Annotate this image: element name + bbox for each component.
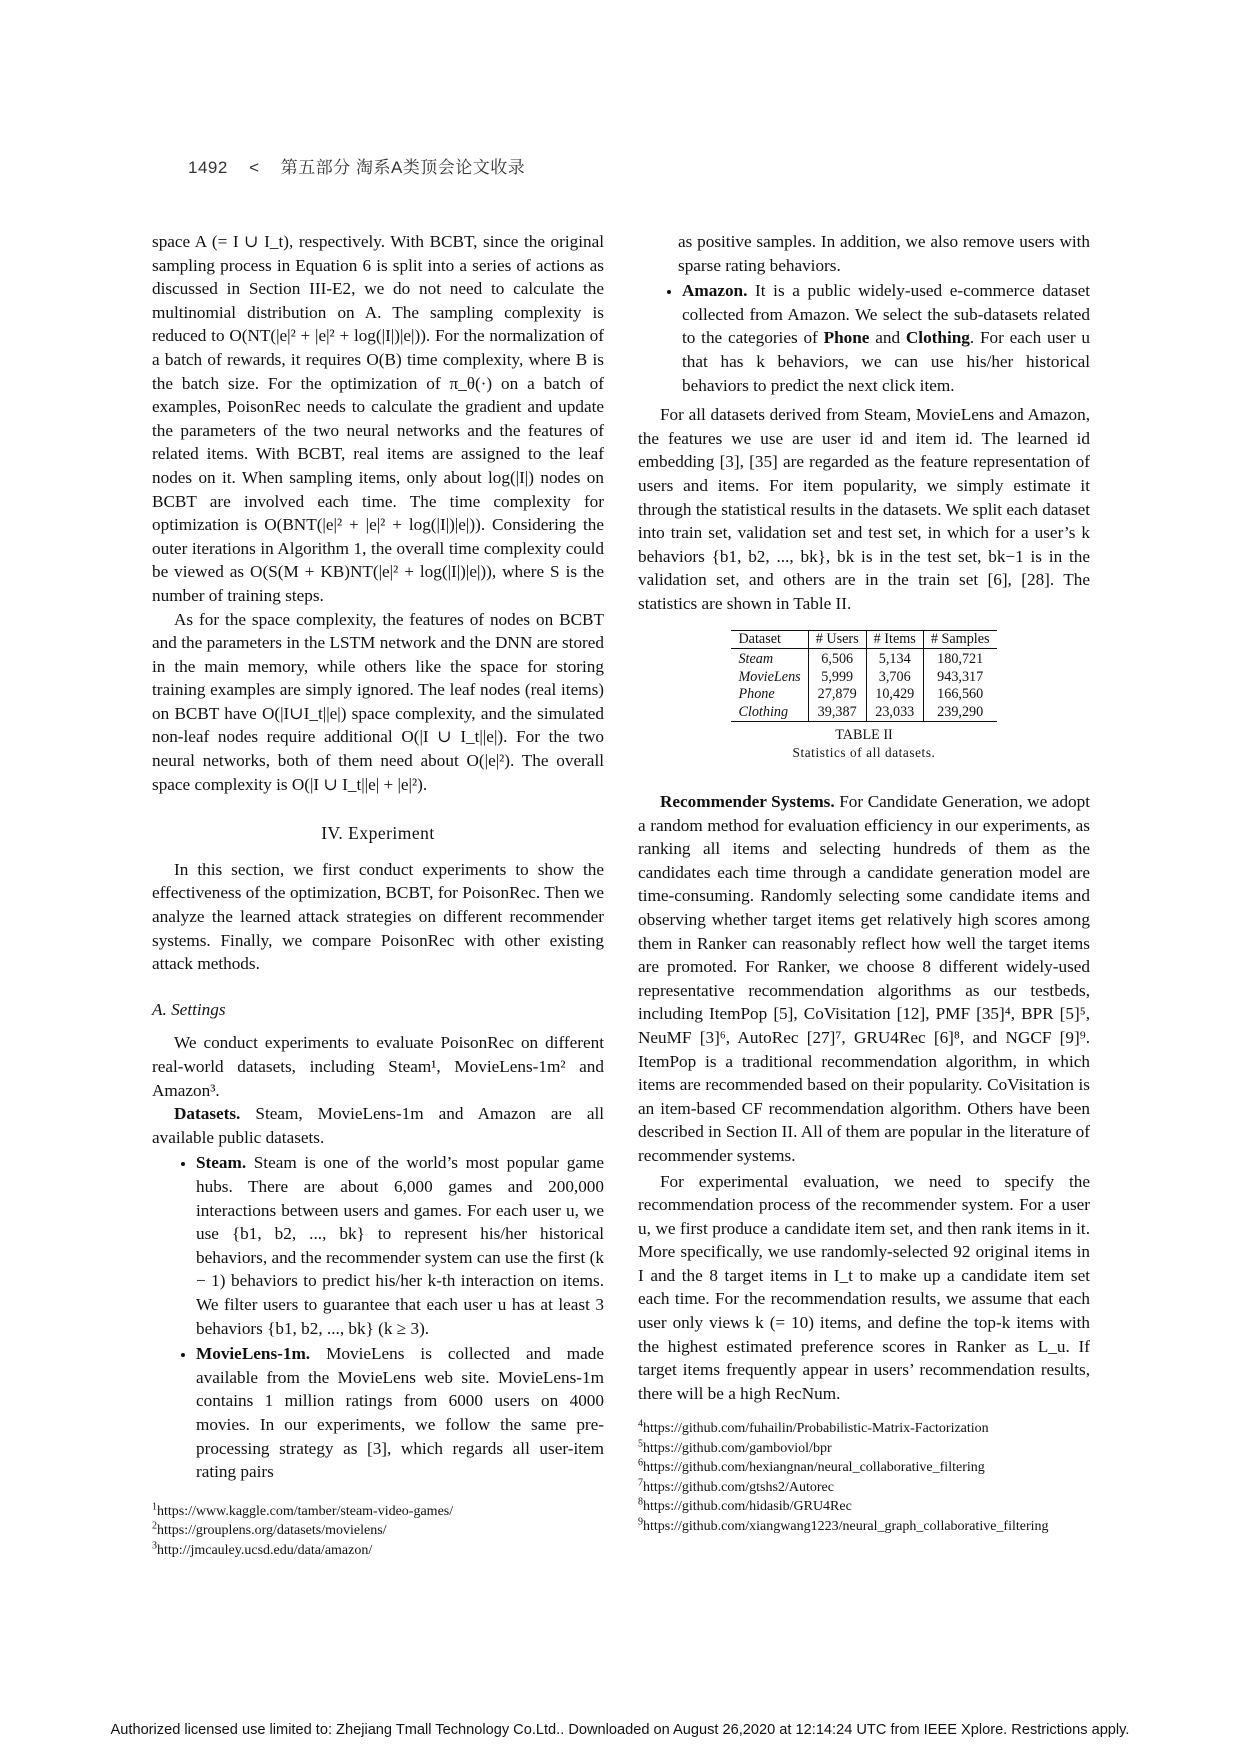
evaluation-paragraph: For experimental evaluation, we need to specify the recommendation process of the recommender system. For a user u, we first produce a candidate item set, and then rank items in it. More specifically, we use randomly-selected 92 original items in I and the 8 target items in I_t to make up a candidate item set each time. For the recommendation results, we assume that each user only views k (= 10) items, and define the top-k items with the highest estimated preference scores in Ranker as L_u. If target items frequently appear in users’ recommendation results, there will be a high RecNum. <box>638 1171 1090 1403</box>
table-row: Clothing 39,387 23,033 239,290 <box>731 704 996 722</box>
features-paragraph: For all datasets derived from Steam, MovieLens and Amazon, the features we use are user id and item id. The learned id embedding [3], [35] are regarded as the feature representation of users and items. For item popularity, we simply estimate it through the statistical results in the datasets. We split each dataset into train set, validation set and test set, in which for a user’s k behaviors {b1, b2, ..., bk}, bk is in the test set, bk−1 is in the validation set, and others are in the train set [6], [28]. The statistics are shown in Table II. <box>638 405 1090 613</box>
left-column <box>152 230 604 1560</box>
footnote: $^5$https://github.com/gamboviol/bpr <box>638 1438 832 1456</box>
recsys-label: Recommender Systems. <box>660 792 835 811</box>
datasets-label: Datasets. <box>174 1104 241 1124</box>
movielens-label: MovieLens-1m. <box>196 1344 311 1364</box>
table-caption-number: TABLE II <box>835 727 893 743</box>
recsys-text: For Candidate Generation, we adopt a random method for evaluation efficiency in our experiments, as ranking all items and selecting hundreds of them as the candidates each time through a candidate generation model are time-consuming. Randomly selecting some candidate items and observing whether target items get relatively high scores among them in Ranker can reasonably reflect how well the target items are promoted. For Ranker, we choose 8 different widely-used representative recommendation algorithms as our testbeds, including ItemPop [5], CoVisitation [12], PMF [35]⁴, BPR [5]⁵, NeuMF [3]⁶, AutoRec [27]⁷, GRU4Rec [6]⁸, and NGCF [9]⁹. ItemPop is a traditional recommendation algorithm, in which items are recommended based on their popularity. CoVisitation is an item-based CF recommendation algorithm. Others have been described in Section II. All of them are popular in the literature of recommender systems. <box>638 792 1090 1165</box>
datasets-text: Steam, MovieLens-1m and Amazon are all available public datasets. <box>152 1104 605 1147</box>
footnote-link[interactable]: https://github.com/hexiangnan/neural_collaborative_filtering <box>643 1460 985 1476</box>
datasets-paragraph <box>152 1102 604 1149</box>
complexity-paragraph: space A (= I ∪ I_t), respectively. With BCBT, since the original sampling process in Equation 6 is split into a series of actions as discussed in Section III-E2, we do not need to calculate the multinomial distribution on A. The sampling complexity is reduced to O(NT(|e|² + |e|² + log(|I|)|e|)). For the normalization of a batch of rewards, it requires O(B) time complexity, where B is the batch size. For the optimization of π_θ(·) on a batch of examples, PoisonRec needs to calculate the gradient and update the parameters of the two neural networks and the features of related items. With BCBT, real items are assigned to the leaf nodes on it. When sampling items, only about log(|I|) nodes on BCBT are involved each time. The time complexity for optimization is O(BNT(|e|² + |e|² + log(|I|)|e|)). Considering the outer iterations in Algorithm 1, the overall time complexity could be viewed as O(S(M + KB)NT(|e|² + log(|I|)|e|)), where S is the number of training steps. <box>152 232 604 605</box>
dataset-list <box>152 1151 604 1483</box>
footnote: $^1$https://www.kaggle.com/tamber/steam-video-games/ <box>152 1501 454 1519</box>
table-header-cell: # Items <box>866 630 923 649</box>
table-header-cell: # Users <box>808 630 866 649</box>
steam-text: Steam is one of the world’s most popular game hubs. There are about 6,000 games and 200,000 interactions between users and games. For each user u, we use {b1, b2, ..., bk} to represent his/her historical behaviors, and the recommender system can use the first (k − 1) behaviors to predict his/her k-th interaction on items. We filter users to guarantee that each user u has at least 3 behaviors {b1, b2, ..., bk} (k ≥ 3). <box>196 1153 604 1338</box>
subsection-heading-settings: A. Settings <box>152 999 226 1019</box>
table-header-row <box>731 630 996 649</box>
steam-label: Steam. <box>196 1153 247 1173</box>
amazon-label: Amazon. <box>682 281 748 301</box>
footnote: $^9$https://github.com/xiangwang1223/neural_graph_collaborative_filtering <box>638 1516 1049 1534</box>
movielens-continuation: as positive samples. In addition, we also remove users with sparse rating behaviors. <box>678 232 1090 275</box>
left-footnotes <box>152 1502 604 1561</box>
footnote-link[interactable]: https://github.com/xiangwang1223/neural_graph_collaborative_filtering <box>643 1518 1049 1534</box>
right-column <box>638 230 1090 1536</box>
dataset-list-cont <box>638 279 1090 397</box>
table-row: MovieLens 5,999 3,706 943,317 <box>731 669 996 687</box>
footnote-link[interactable]: http://jmcauley.ucsd.edu/data/amazon/ <box>157 1542 373 1558</box>
table-row: Steam 6,506 5,134 180,721 <box>731 649 996 669</box>
table-header-cell: Dataset <box>731 630 808 649</box>
header-separator: < <box>249 158 260 177</box>
movielens-text: MovieLens is collected and made available from the MovieLens web site. MovieLens-1m contains 1 million ratings from 6000 users on 4000 movies. In our experiments, we follow the same pre-processing strategy as [3], which regards all user-item rating pairs <box>196 1344 605 1482</box>
settings-paragraph: We conduct experiments to evaluate PoisonRec on different real-world datasets, including Steam¹, MovieLens-1m² and Amazon³. <box>152 1033 604 1100</box>
footnote: $^7$https://github.com/gtshs2/Autorec <box>638 1477 834 1495</box>
footer-license-notice: Authorized licensed use limited to: Zhejiang Tmall Technology Co.Ltd.. Downloaded on August 26,2020 at 12:14:24 UTC from IEEE Xplore. Restrictions apply. <box>110 1722 1130 1738</box>
table-caption-text: Statistics of all datasets. <box>792 745 936 760</box>
running-header <box>188 153 541 178</box>
footnote: $^8$https://github.com/hidasib/GRU4Rec <box>638 1496 852 1515</box>
section-heading-experiment: IV. Experiment <box>321 823 435 844</box>
statistics-table <box>731 630 996 723</box>
recsys-paragraph <box>638 790 1090 1168</box>
list-item-steam <box>196 1151 604 1340</box>
footnote-link[interactable]: https://github.com/gamboviol/bpr <box>643 1440 832 1456</box>
table-row: Phone 27,879 10,429 166,560 <box>731 686 996 704</box>
footnote-link[interactable]: https://github.com/hidasib/GRU4Rec <box>643 1499 852 1515</box>
footnote: $^4$https://github.com/fuhailin/Probabilistic-Matrix-Factorization <box>638 1418 989 1437</box>
list-item-amazon: • Amazon. It is a public widely-used e-commerce dataset collected from Amazon. We select the sub-datasets related to the categories of Phone and Clothing. For each user u that has k behaviors, we can use his/her historical behaviors to predict the next click item. <box>682 279 1090 397</box>
footnote: $^6$https://github.com/hexiangnan/neural_collaborative_filtering <box>638 1457 985 1476</box>
header-section-title: 第五部分 淘系A类顶会论文收录 <box>280 158 526 177</box>
space-complexity-paragraph: As for the space complexity, the features of nodes on BCBT and the parameters in the LSTM network and the DNN are stored in the main memory, while others like the space for storing training examples are simply ignored. The leaf nodes (real items) on BCBT have O(|I∪I_t||e|) space complexity, and the simulated non-leaf nodes require additional O(|I ∪ I_t||e|). For the two neural networks, both of them need about O(|e|²). The overall space complexity is O(|I ∪ I_t||e| + |e|²). <box>152 609 604 794</box>
footnote-link[interactable]: https://grouplens.org/datasets/movielens/ <box>157 1523 387 1539</box>
footnote: $^3$http://jmcauley.ucsd.edu/data/amazon/ <box>152 1540 373 1558</box>
list-item-movielens <box>196 1342 604 1484</box>
clothing-label: Clothing <box>905 328 970 348</box>
right-footnotes <box>638 1419 1090 1536</box>
experiment-intro-paragraph: In this section, we first conduct experiments to show the effectiveness of the optimization, BCBT, for PoisonRec. Then we analyze the learned attack strategies on different recommender systems. Finally, we compare PoisonRec with other existing attack methods. <box>152 859 604 974</box>
footnote: $^2$https://grouplens.org/datasets/movielens/ <box>152 1520 387 1539</box>
footnote-link[interactable]: https://github.com/fuhailin/Probabilistic-Matrix-Factorization <box>643 1421 989 1437</box>
phone-label: Phone <box>823 328 870 348</box>
footnote-link[interactable]: https://www.kaggle.com/tamber/steam-video-games/ <box>157 1503 454 1519</box>
page-number: 1492 <box>188 158 228 177</box>
footnote-link[interactable]: https://github.com/gtshs2/Autorec <box>643 1479 834 1495</box>
table-header-cell: # Samples <box>923 630 996 649</box>
